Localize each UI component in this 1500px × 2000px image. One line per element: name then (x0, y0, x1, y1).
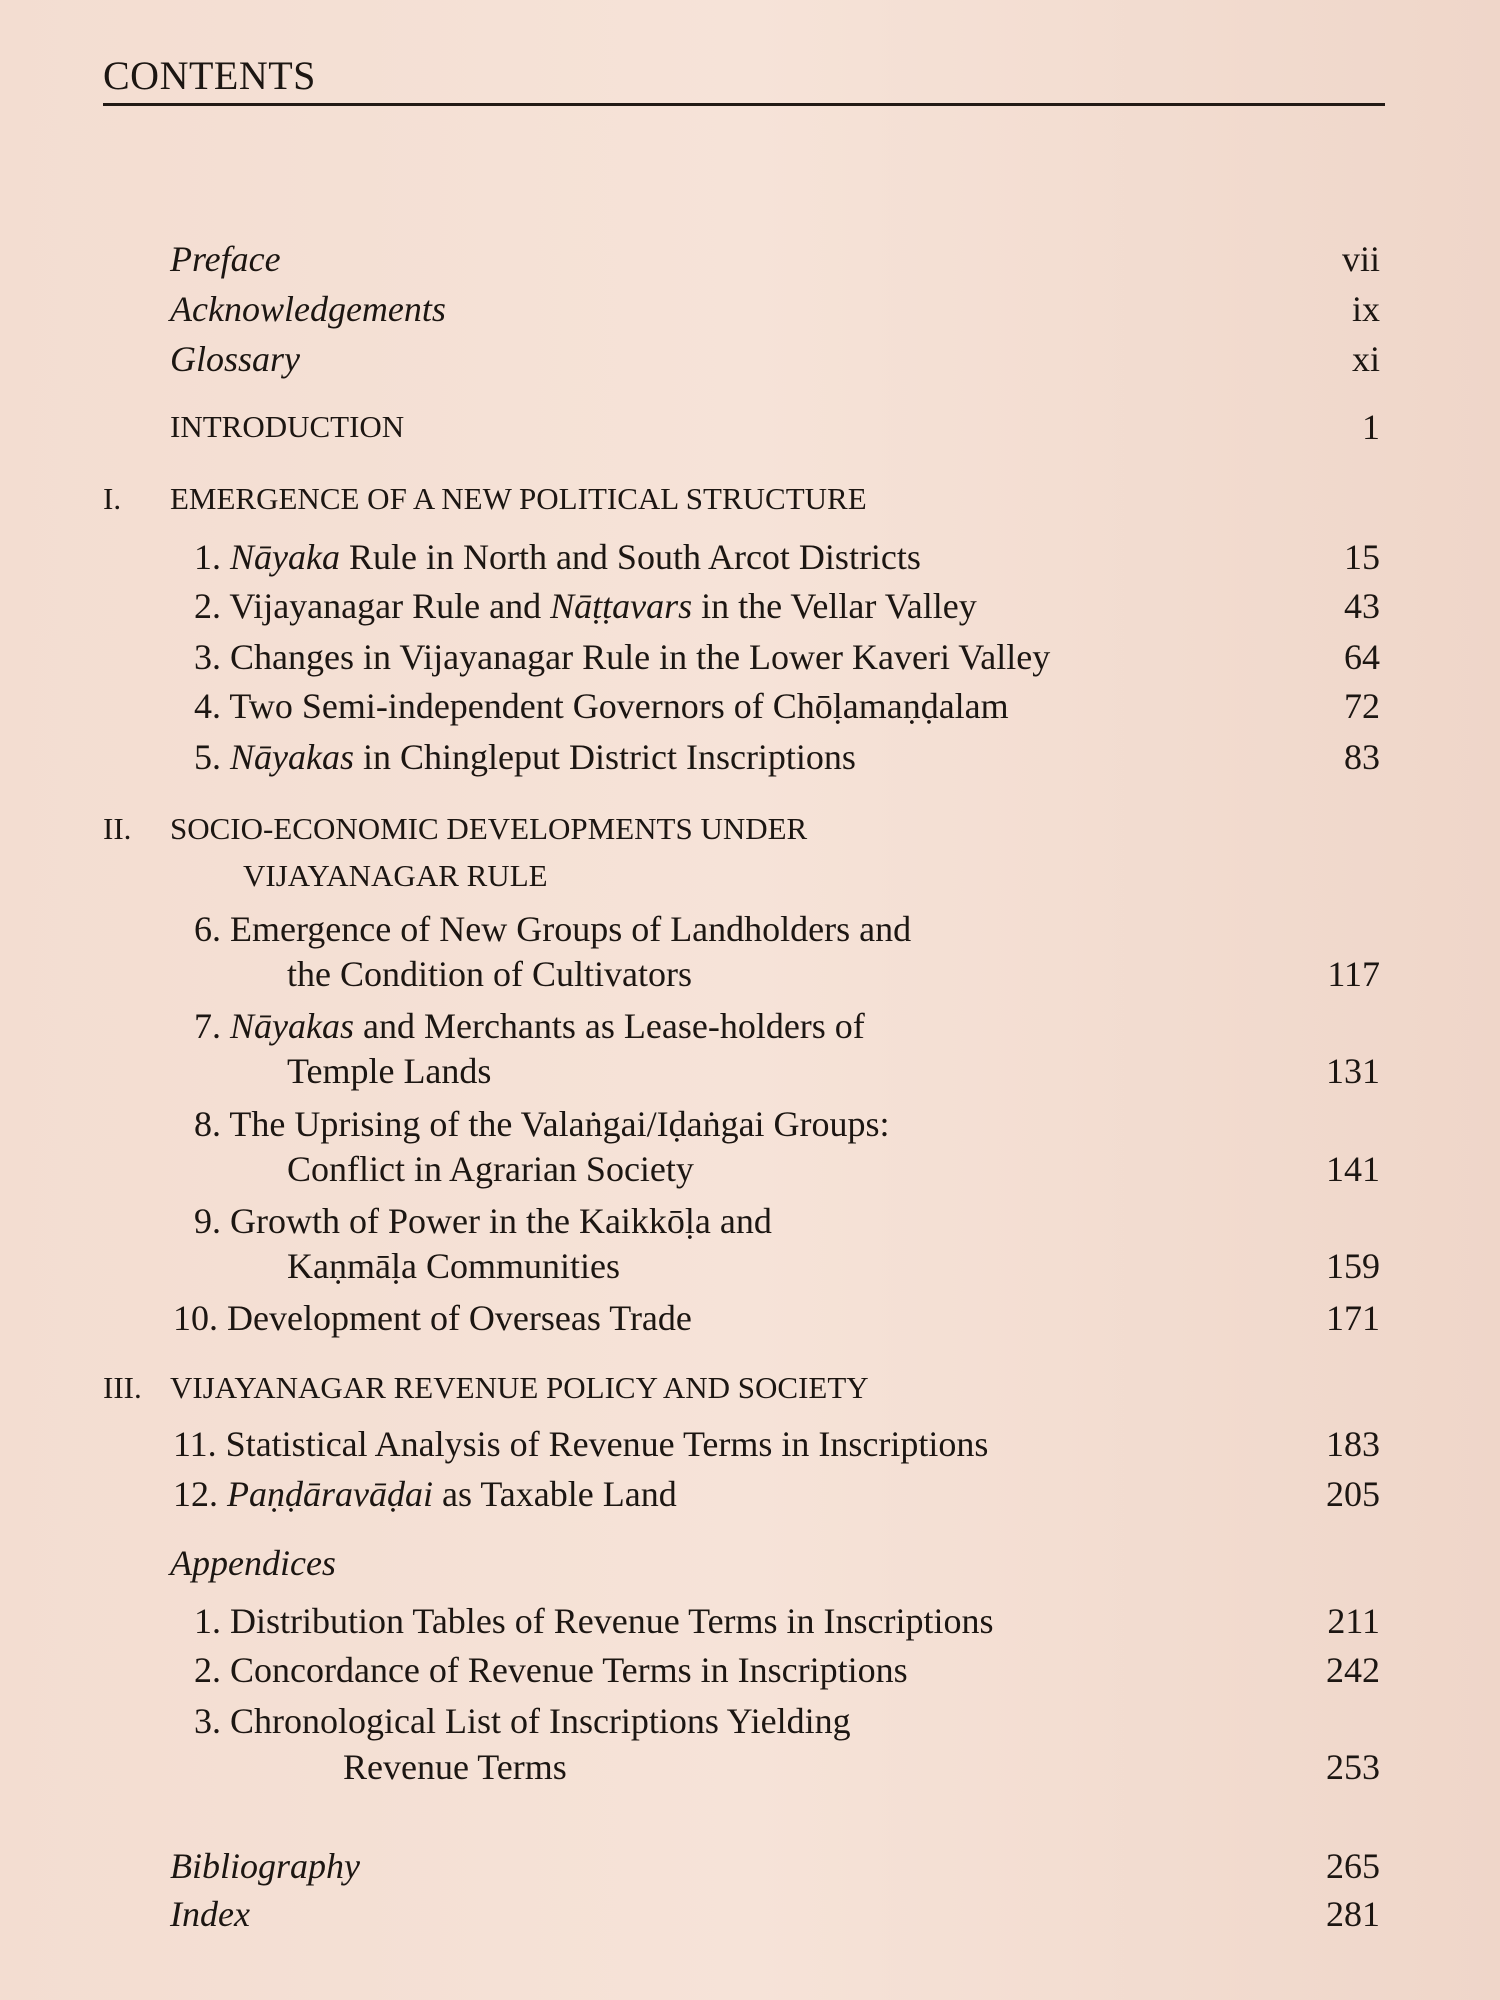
part-numeral: III. (103, 1370, 142, 1405)
entry-page: 131 (1326, 1051, 1380, 1091)
part-title: EMERGENCE OF A NEW POLITICAL STRUCTURE (170, 481, 867, 516)
chapter-text: 6. Emergence of New Groups of Landholders and (194, 909, 912, 949)
part-title: VIJAYANAGAR REVENUE POLICY AND SOCIETY (170, 1370, 869, 1405)
entry-page: ix (1351, 289, 1380, 329)
entry-page: 211 (1327, 1601, 1380, 1641)
chapter-text: 11. Statistical Analysis of Revenue Terms in Inscriptions (173, 1424, 989, 1464)
chapter-text: 10. Development of Overseas Trade (173, 1298, 692, 1338)
entry-page: 183 (1326, 1424, 1380, 1464)
chapter-text-line2: Temple Lands (287, 1051, 492, 1091)
appendix-text: 2. Concordance of Revenue Terms in Inscriptions (194, 1650, 908, 1690)
entry-page: 253 (1326, 1747, 1380, 1787)
chapter-text-line2: Kaṇmāḷa Communities (287, 1246, 620, 1286)
entry-page: 117 (1327, 954, 1380, 994)
chapter-text: 5. Nāyakas in Chingleput District Inscriptions (194, 737, 856, 777)
chapter-text: 8. The Uprising of the Valaṅgai/Iḍaṅgai Groups: (194, 1104, 890, 1144)
entry-page: 72 (1344, 686, 1380, 726)
part-title: SOCIO-ECONOMIC DEVELOPMENTS UNDER (170, 811, 808, 846)
entry-page: 159 (1326, 1246, 1380, 1286)
chapter-text: 9. Growth of Power in the Kaikkōḷa and (194, 1201, 772, 1241)
entry-title: INTRODUCTION (170, 409, 405, 444)
chapter-text: 12. Paṇḍāravāḍai as Taxable Land (173, 1474, 677, 1514)
entry-title: Acknowledgements (170, 289, 446, 329)
entry-page: 64 (1344, 637, 1380, 677)
entry-title: Index (170, 1894, 250, 1934)
title-rule (103, 103, 1385, 106)
appendix-text: 1. Distribution Tables of Revenue Terms in Inscriptions (194, 1601, 994, 1641)
entry-page: 171 (1326, 1298, 1380, 1338)
entry-page: 1 (1362, 407, 1380, 447)
chapter-text: 7. Nāyakas and Merchants as Lease-holders of (194, 1006, 865, 1046)
entry-page: 242 (1326, 1650, 1380, 1690)
part-numeral: II. (103, 811, 132, 846)
entry-page: 265 (1326, 1846, 1380, 1886)
entry-page: 15 (1344, 537, 1380, 577)
entry-title: Bibliography (170, 1846, 360, 1886)
page-title: CONTENTS (103, 53, 316, 98)
appendix-text: 3. Chronological List of Inscriptions Yielding (194, 1701, 851, 1741)
entry-page: 83 (1344, 737, 1380, 777)
chapter-text-line2: the Condition of Cultivators (287, 954, 692, 994)
section-title: Appendices (170, 1543, 336, 1583)
entry-page: 43 (1344, 586, 1380, 626)
entry-page: 141 (1326, 1149, 1380, 1189)
part-numeral: I. (103, 481, 122, 516)
entry-page: 281 (1326, 1894, 1380, 1934)
appendix-text-line2: Revenue Terms (343, 1747, 567, 1787)
chapter-text-line2: Conflict in Agrarian Society (287, 1149, 694, 1189)
entry-page: vii (1341, 239, 1380, 279)
chapter-text: 3. Changes in Vijayanagar Rule in the Lower Kaveri Valley (194, 637, 1051, 677)
chapter-text: 4. Two Semi-independent Governors of Chōḷamaṇḍalam (194, 686, 1009, 726)
chapter-text: 1. Nāyaka Rule in North and South Arcot Districts (194, 537, 921, 577)
chapter-text: 2. Vijayanagar Rule and Nāṭṭavars in the Vellar Valley (194, 586, 977, 626)
entry-title: Preface (170, 239, 281, 279)
entry-title: Glossary (170, 339, 301, 379)
part-title: VIJAYANAGAR RULE (243, 858, 548, 893)
entry-page: 205 (1326, 1474, 1380, 1514)
entry-page: xi (1351, 339, 1380, 379)
